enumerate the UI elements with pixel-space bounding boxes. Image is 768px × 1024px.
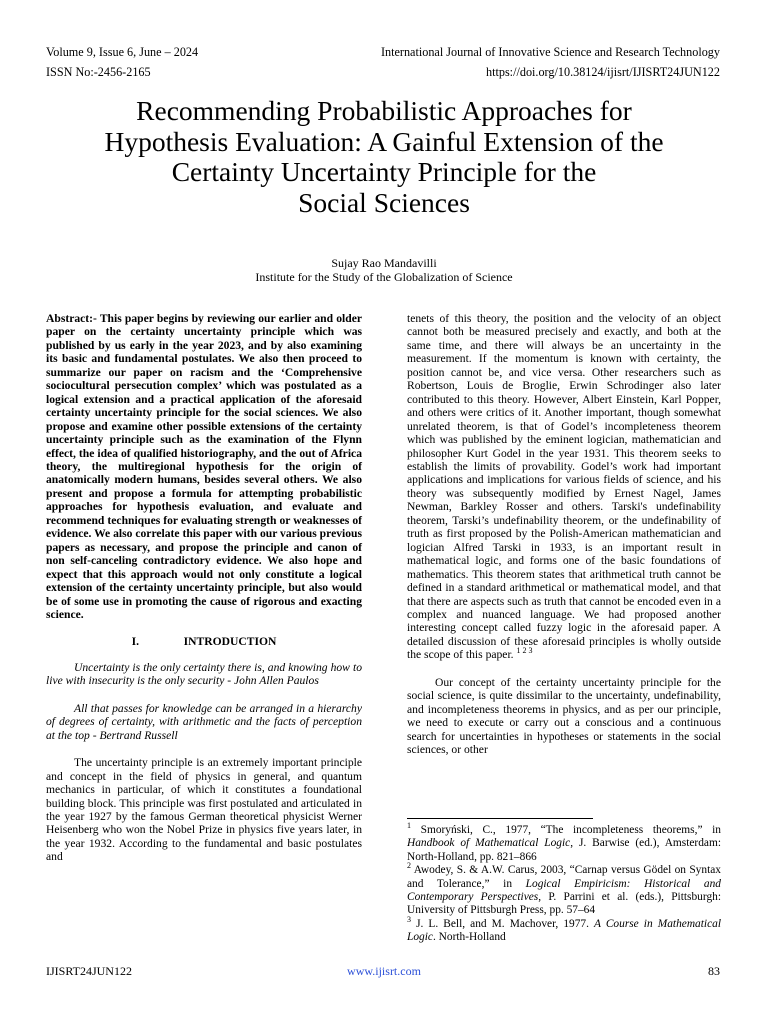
paper-title: [40, 96, 728, 218]
footnote-text: J. L. Bell, and M. Machover, 1977.: [416, 917, 595, 930]
body-paragraph-text: tenets of this theory, the position and the velocity of an object cannot both be measured precisely and exactly, and both at the same time, and there will always be an uncertainty in the measurement. If the momentum is known with certainty, the position cannot be, and vice versa. Other researchers such as Robertson, Louis de Broglie, Erwin Schrodinger also later contributed to this theory. However, Albert Einstein, Karl Popper, and others were critics of it. Another important, though somewhat unrelated theorem, is that of Godel’s incompleteness theorem which was published by the eminent logician, mathematician and philosopher Kurt Godel in the year 1931. This theorem seeks to establish the limits of provability. Godel’s work had important applications and implications for various fields of science, and his theory was subsequently modified by Ernest Nagel, James Newman, Barkley Rosser and others. Tarski's undefinability theorem, Tarski’s undefinability theorem, or the undefinability of truth as first proposed by the Polish-American mathematician and logician Alfred Tarski in 1933, is an important result in mathematical logic, and forms one of the basic foundations of mathematics. This theorem states that arithmetical truth cannot be defined in a standard arithmetical or mathematical model, and that that there are aspects such as truth that cannot be encoded even in a complex and nuanced language. We had proposed another interesting concept called fuzzy logic in the aforesaid paper. A detailed discussion of these aforesaid principles is wholly outside the scope of this paper.: [407, 312, 721, 662]
section-number: I.: [131, 635, 140, 649]
epigraph-quote: All that passes for knowledge can be arranged in a hierarchy of degrees of certainty, with arithmetic and the facts of perception at the top - Bertrand Russell: [46, 701, 362, 742]
footnote-divider: [407, 818, 593, 819]
abstract: Abstract:- This paper begins by reviewing our earlier and older paper on the certainty uncertainty principle which was published by us early in the year 2023, and by also examining its basic and fundamental postulates. We also then proceed to summarize our paper on racism and the ‘Comprehensive sociocultural persecution complex’ which was postulated as a logical extension and a practical application of the aforesaid certainty uncertainty principle for the social sciences. We also propose and examine other possible extensions of the certainty uncertainty principle such as the examination of the Flynn effect, the idea of qualified historiography, and the out of Africa theory, the multiregional hypothesis for the origin of anatomically modern humans, besides several others. We also present and propose a formula for attempting probabilistic approaches for hypothesis evaluation, and evaluate and recommend techniques for evaluating strength or weaknesses of evidence. We also correlate this paper with our various previous papers as necessary, and propose the principle and canon of non self-canceling contradictory evidence. We also hope and expect that this approach would not only constitute a logical extension of the certainty uncertainty principle, but also would be of some use in promoting the cause of rigorous and exacting science.: [46, 312, 362, 621]
doi-link[interactable]: https://doi.org/10.38124/ijisrt/IJISRT24JUN122: [485, 65, 720, 79]
footnote-text: Smoryński, C., 1977, “The incompleteness theorems,” in: [420, 824, 721, 836]
left-column: [46, 312, 362, 864]
intro-paragraph: The uncertainty principle is an extremely important principle and concept in the field of physics in general, and quantum mechanics in particular, of which it constitutes a foundational building block. This principle was first postulated and articulated in the year 1927 by the famous German theoretical physicist Werner Heisenberg who won the Nobel Prize in physics five years later, in the year 1932. According to the fundamental and basic postulates and: [46, 756, 362, 864]
issn: ISSN No:-2456-2165: [46, 65, 151, 79]
footnote-text: . North-Holland: [432, 931, 506, 944]
title-line: Hypothesis Evaluation: A Gainful Extension of the: [104, 125, 664, 157]
epigraph-quote: Uncertainty is the only certainty there is, and knowing how to live with insecurity is the only security - John Allen Paulos: [46, 660, 362, 688]
body-paragraph: Our concept of the certainty uncertainty principle for the social science, is quite dissimilar to the uncertainty, undefinability, and incompleteness theorems in physics, and as per our principle, we need to execute or carry out a conscious and a continuous search for uncertainties in hypotheses or statements in the social sciences, or other: [407, 675, 721, 757]
footnote-book-title: Logical Empiricism: Historical and Contemporary Perspectives: [407, 877, 721, 904]
footnote: [407, 915, 721, 945]
author-name: Sujay Rao Mandavilli: [331, 256, 437, 270]
footnotes: [407, 821, 721, 945]
footer-paper-id: IJISRT24JUN122: [46, 964, 132, 978]
footnote: [407, 861, 721, 918]
title-line: Certainty Uncertainty Principle for the: [171, 156, 597, 187]
title-line: Recommending Probabilistic Approaches for: [136, 95, 632, 126]
footnote-text: , J. Barwise (ed.), Amsterdam: North-Holland, pp. 821–866: [407, 837, 721, 863]
footnote-text: Awodey, S. & A.W. Carus, 2003, “Carnap versus Gödel on Syntax and Tolerance,” in: [407, 864, 721, 890]
footnote: [407, 821, 721, 864]
footnote-number: 3: [407, 915, 411, 925]
body-paragraph: [407, 312, 721, 662]
footnote-number: 2: [407, 861, 411, 871]
right-column: [407, 312, 721, 757]
journal-name: International Journal of Innovative Science and Research Technology: [380, 45, 720, 59]
section-heading: [46, 635, 362, 648]
title-line: Social Sciences: [298, 186, 470, 218]
footnote-book-title: A Course in Mathematical Logic: [407, 917, 721, 944]
footnote-book-title: Handbook of Mathematical Logic: [407, 837, 571, 850]
page-number: 83: [708, 964, 720, 978]
author-affiliation: Institute for the Study of the Globalization of Science: [255, 270, 513, 284]
footer-website-link[interactable]: www.ijisrt.com: [347, 964, 421, 978]
volume-info: Volume 9, Issue 6, June – 2024: [46, 45, 199, 59]
section-title: INTRODUCTION: [183, 635, 277, 649]
footnote-text: , P. Parrini et al. (eds.), Pittsburgh: University of Pittsburgh Press, pp. 57–64: [407, 891, 721, 917]
footnote-number: 1: [407, 821, 411, 831]
footnote-markers[interactable]: 1 2 3: [516, 646, 533, 656]
